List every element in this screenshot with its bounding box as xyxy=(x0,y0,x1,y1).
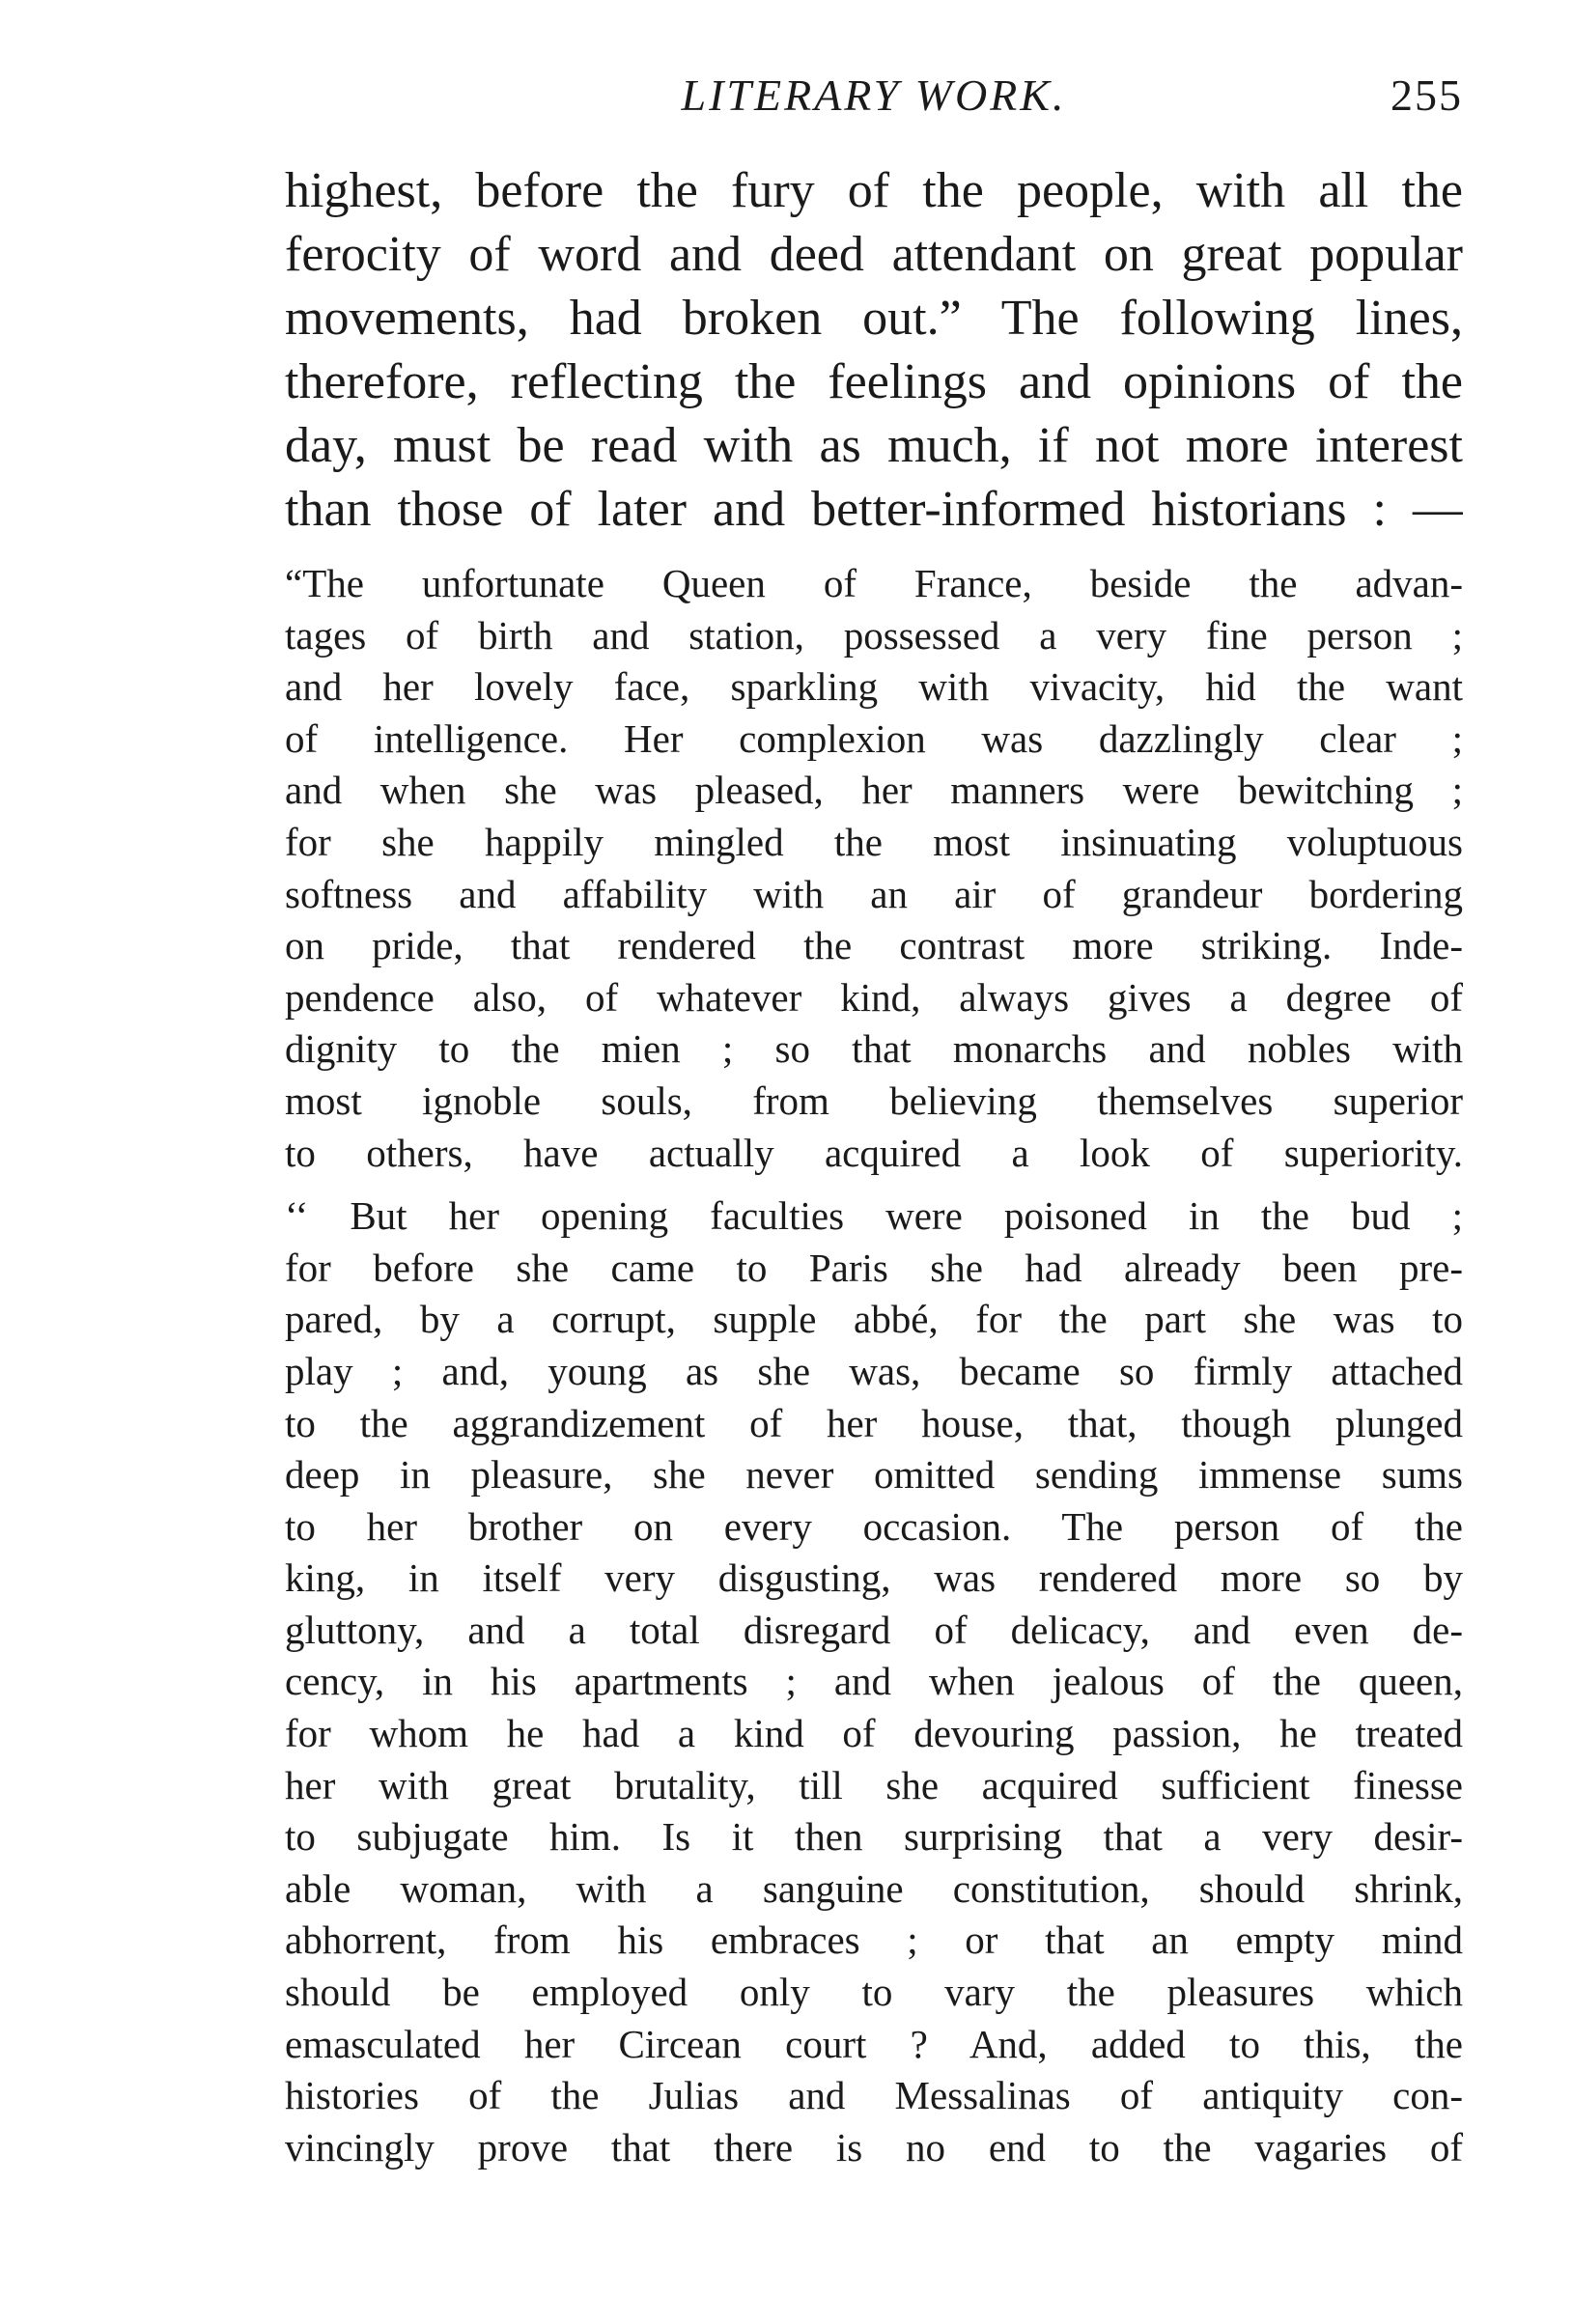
text-line: able woman, with a sanguine constitution, should shrink, xyxy=(285,1865,1463,1911)
text-line: histories of the Julias and Messalinas of antiquity con- xyxy=(285,2073,1463,2118)
text-line: and her lovely face, sparkling with vivacity, hid the want xyxy=(285,664,1463,710)
text-line: should be employed only to vary the pleasures which xyxy=(285,1970,1463,2015)
text-line: emasculated her Circean court ? And, added to this, the xyxy=(285,2021,1463,2066)
text-line: for whom he had a kind of devouring passion, he treated xyxy=(285,1711,1463,1756)
text-line: for she happily mingled the most insinuating voluptuous xyxy=(285,819,1463,864)
text-line: softness and affability with an air of grandeur bordering xyxy=(285,871,1463,916)
text-line: of intelligence. Her complexion was dazzlingly clear ; xyxy=(285,715,1463,761)
text-line: movements, had broken out.” The following lines, xyxy=(285,291,1463,346)
text-line: ferocity of word and deed attendant on great popular xyxy=(285,227,1463,282)
text-line: most ignoble souls, from believing themselves superior xyxy=(285,1078,1463,1123)
text-line: to her brother on every occasion. The person of the xyxy=(285,1503,1463,1549)
quote-paragraph-1 xyxy=(285,558,1463,1179)
text-line: and when she was pleased, her manners were bewitching ; xyxy=(285,768,1463,813)
text-line: day, must be read with as much, if not more interest xyxy=(285,418,1463,473)
text-line: vincingly prove that there is no end to the vagaries of xyxy=(285,2124,1463,2170)
text-line: king, in itself very disgusting, was rendered more so by xyxy=(285,1555,1463,1601)
text-line: to the aggrandizement of her house, that, though plunged xyxy=(285,1400,1463,1445)
text-line: “The unfortunate Queen of France, beside the advan- xyxy=(285,561,1463,605)
page-header xyxy=(285,62,1463,129)
intro-paragraph xyxy=(285,159,1463,542)
text-line: for before she came to Paris she had already been pre- xyxy=(285,1245,1463,1290)
text-line: on pride, that rendered the contrast more striking. Inde- xyxy=(285,923,1463,968)
text-line: therefore, reflecting the feelings and opinions of the xyxy=(285,354,1463,409)
text-line: cency, in his apartments ; and when jealous of the queen, xyxy=(285,1659,1463,1704)
text-line: dignity to the mien ; so that monarchs and nobles with xyxy=(285,1026,1463,1072)
text-line: ‘‘ But her opening faculties were poisoned in the bud ; xyxy=(285,1193,1463,1239)
block-quote xyxy=(285,558,1463,2173)
page-number: 255 xyxy=(1390,70,1463,120)
text-line: play ; and, young as she was, became so firmly attached xyxy=(285,1348,1463,1393)
text-line: deep in pleasure, she never omitted sending immense sums xyxy=(285,1452,1463,1498)
text-line: abhorrent, from his embraces ; or that an empty mind xyxy=(285,1918,1463,1963)
text-line: than those of later and better-informed historians : — xyxy=(285,482,1463,537)
text-line: pendence also, of whatever kind, always gives a degree of xyxy=(285,974,1463,1020)
quote-paragraph-2 xyxy=(285,1190,1463,2173)
text-line: her with great brutality, till she acquired sufficient finesse xyxy=(285,1762,1463,1807)
running-title: LITERARY WORK. xyxy=(681,70,1067,120)
text-line: tages of birth and station, possessed a very fine person ; xyxy=(285,612,1463,658)
text-line: gluttony, and a total disregard of delicacy, and even de- xyxy=(285,1607,1463,1652)
text-line: highest, before the fury of the people, with all the xyxy=(285,163,1463,218)
text-line: to subjugate him. Is it then surprising that a very desir- xyxy=(285,1814,1463,1860)
text-line: to others, have actually acquired a look of superiority. xyxy=(285,1130,1463,1175)
text-line: pared, by a corrupt, supple abbé, for the part she was to xyxy=(285,1297,1463,1342)
